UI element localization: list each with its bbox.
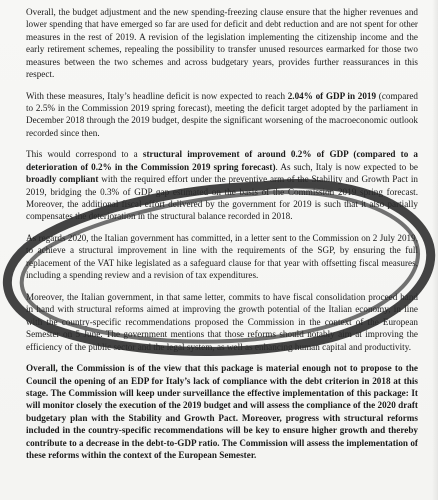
paragraph-structural-text-a: This would correspond to a	[26, 149, 143, 160]
paragraph-structural-reforms: Moreover, the Italian government, in that same letter, commits to have fiscal consolidation proceed hand in hand with structural reforms aimed at improving the growth potential of the Italian economy, in line with the country-specific recommendations proposed the Commission in the context of the European Semester on 5 June. The government mentions that those reforms should notably aim at improving the efficiency of the public sector and the legal system, as well as enhancing human capital and productivity.	[26, 291, 418, 352]
paragraph-structural-text-b: . As such, Italy is now expected to be	[275, 161, 419, 172]
deficit-figure: 2.04% of GDP in 2019	[287, 90, 377, 101]
paragraph-headline-deficit-text-b: (compared to 2.5% in the Commission 2019 spring forecast), meeting the deficit target adopted by the parliament in December 2018 through the 2019 budget, despite the significant worsening of the macroeconomic outlook recorded since then.	[26, 90, 418, 138]
document-text-column	[26, 6, 418, 471]
paragraph-budget-adjustment: Overall, the budget adjustment and the new spending-freezing clause ensure that the higher revenues and lower spending that have emerged so far are used for deficit and debt reduction and are not spent for other measures in the rest of 2019. A revision of the legislation implementing the citizenship income and the early retirement schemes, repealing the possibility to transfer unused resources earmarked for those two measures between the two schemes and across budgetary years, provides further reassurances in this respect.	[26, 7, 418, 80]
paragraph-commission-view: Overall, the Commission is of the view that this package is material enough not to propose to the Council the opening of an EDP for Italy’s lack of compliance with the debt criterion in 2018 at this stage. The Commission will keep under surveillance the effective implementation of this package: It will monitor closely the execution of the 2019 budget and will assess the compliance of the 2020 draft budgetary plan with the Stability and Growth Pact. Moreover, progress with structural reforms included in the country-specific recommendations will be key to ensure higher growth and thereby contribute to a decrease in the debt-to-GDP ratio. The Commission will assess the implementation of these reforms within the context of the European Semester.	[26, 363, 418, 460]
paragraph-structural-text-c: with the required effort under the preventive arm of the Stability and Growth Pact in 2019, bridging the 0.3% of GDP gap estimated on the basis of the Commission 2019 spring forecast. Moreover, the additional fiscal effort delivered by the government for 2019 is such that it also partially compensates the deterioration in the structural balance recorded in 2018.	[26, 174, 418, 222]
paragraph-structural-improvement	[26, 148, 418, 222]
paragraph-headline-deficit-text-a: With these measures, Italy’s headline deficit is now expected to reach	[26, 90, 288, 101]
paragraph-headline-deficit	[26, 90, 418, 140]
paragraph-2020-commitment: As regards 2020, the Italian government has committed, in a letter sent to the Commission on 2 July 2019, to achieve a structural improvement in line with the requirements of the SGP, by ensuring the full replacement of the VAT hike legislated as a safeguard clause for that year with offsetting fiscal measures, including a spending review and a revision of tax expenditures.	[26, 233, 418, 281]
page-edge-shadow	[432, 0, 438, 500]
broadly-compliant-phrase: broadly compliant	[26, 174, 99, 185]
structural-improvement-figure: structural improvement of around 0.2% of GDP (compared to a deterioration of 0.2% in the Commission 2019 spring forecast)	[26, 149, 419, 172]
